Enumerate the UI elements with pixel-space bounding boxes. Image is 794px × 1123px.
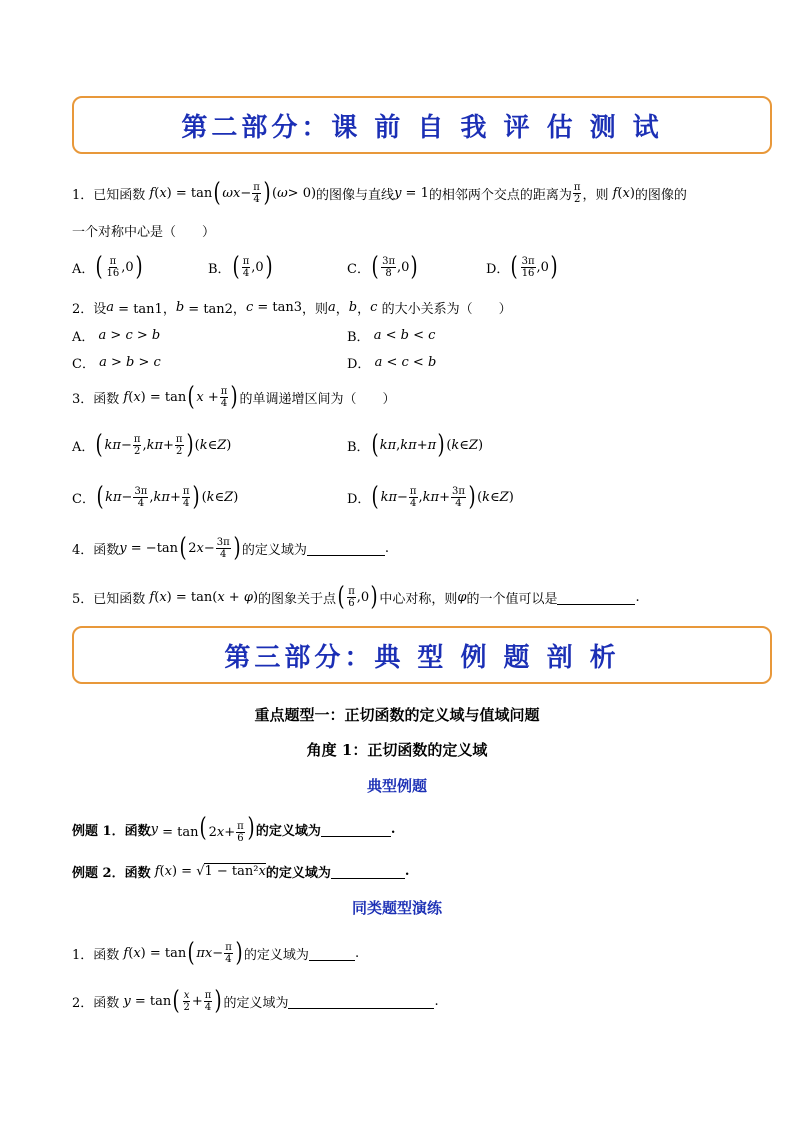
banner-title: 第二部分：课 前 自 我 评 估 测 试 (181, 112, 663, 143)
q-text: 中心对称，则 (379, 591, 458, 607)
q1-option-b[interactable]: B． ( $\frac{\pi}{4}$ ,0 ) (208, 252, 273, 282)
q-text: 4．函数 (72, 542, 120, 558)
opt-label: A． (72, 330, 95, 345)
q-text: 2．设 (72, 302, 107, 317)
q-text: 函数 (124, 866, 151, 881)
q-text: 的一个值可以是 (466, 591, 558, 607)
q-text: 的定义域为 (241, 542, 307, 558)
example-label: 例题 2． (72, 866, 125, 881)
q-text: 的相邻两个交点的距离为 (428, 187, 572, 203)
heading-practice: 同类题型演练 (351, 899, 442, 917)
q-text: 的图像与直线 (316, 187, 395, 203)
answer-blank[interactable] (288, 994, 434, 1009)
q1-option-c[interactable]: C． ( $\frac{3\pi}{8}$ ,0 ) (347, 252, 419, 282)
q-text: 1．函数 (72, 947, 120, 963)
example-2: 例题 2． 函数 f(x) = √1 − tan²x 的定义域为 . (72, 864, 410, 881)
question-5: 5．已知函数 f ( x ) = tan( x + φ ) 的图象关于点 ( $\frac{\pi}{6}$ ,0 ) 中心对称，则 φ 的一个值可以是 . (72, 582, 640, 612)
q-text: 一个对称中心是（ ） (72, 225, 216, 240)
opt-label: D． (486, 261, 510, 277)
q1-option-d[interactable]: D． ( $\frac{3\pi}{16}$ ,0 ) (486, 252, 558, 282)
example-label: 例题 1． (72, 824, 125, 839)
q-text: 函数 (124, 824, 151, 839)
math: f (145, 185, 155, 201)
q-text: 的单调递增区间为（ ） (239, 391, 396, 407)
q-text: 2．函数 (72, 995, 120, 1011)
practice-2: 2．函数 y = tan ( $\frac{x}{2}$ + $\frac{\pi}{4}$ ) 的定义域为 . (72, 986, 439, 1016)
heading-examples: 典型例题 (366, 777, 427, 795)
q-text: 的定义域为 (223, 995, 289, 1011)
question-2: 2．设 a = tan1， b = tan2， c = tan3 ，则 a ， b ， c 的大小关系为（ ） (72, 300, 512, 317)
answer-blank[interactable] (309, 946, 355, 961)
answer-blank[interactable] (307, 541, 385, 556)
section-banner-part3 (72, 626, 772, 684)
q2-option-a[interactable]: A． a > c > b (72, 328, 161, 345)
answer-blank[interactable] (321, 822, 391, 837)
q-text: 3．函数 (72, 391, 120, 407)
q2-option-d[interactable]: D． a < c < b (347, 355, 437, 372)
q-text: ，则 (582, 187, 609, 203)
question-3: 3．函数 f ( x ) = tan ( x + $\frac{\pi}{4}$ ) 的单调递增区间为（ ） (72, 382, 396, 412)
q-text: 已知函数 (93, 187, 146, 203)
question-4: 4．函数 y = −tan ( 2 x − $\frac{3\pi}{4}$ ) 的定义域为 . (72, 533, 389, 563)
q-text: 的大小关系为（ ） (381, 302, 512, 317)
opt-label: D． (347, 357, 371, 372)
heading-angle1: 角度 1：正切函数的定义域 (306, 741, 488, 759)
practice-1: 1．函数 f ( x ) = tan ( πx − $\frac{\pi}{4}$ ) 的定义域为 . (72, 938, 360, 968)
q-text: 的图像的 (634, 187, 687, 203)
opt-label: B． (208, 261, 231, 277)
q2-option-b[interactable]: B． a < b < c (347, 328, 436, 345)
answer-blank[interactable] (557, 590, 635, 605)
question-1: 1． 已知函数 f ( x ) = tan ( ωx − $\frac{\pi}{4}$ ) ( ω > 0) 的图像与直线 y = 1 的相邻两个交点的距离为 $\frac{\pi}{2}$ ，则 f ( x ) 的图像的 (72, 178, 687, 208)
q-num: 1． (72, 187, 94, 203)
example-1: 例题 1． 函数 y = tan( 2x+ $\frac{\pi}{6}$ ) 的定义域为 . (72, 813, 396, 844)
answer-blank[interactable] (331, 864, 405, 879)
opt-label: C． (72, 491, 95, 507)
section-banner-part2 (72, 96, 772, 154)
opt-label: B． (347, 439, 370, 455)
q3-option-b[interactable]: B． ( kπ , kπ + π ) ( k ∈ Z ) (347, 430, 484, 460)
opt-label: A． (72, 261, 95, 277)
opt-label: C． (347, 261, 370, 277)
opt-label: C． (72, 357, 95, 372)
q2-option-c[interactable]: C． a > b > c (72, 355, 161, 372)
q3-option-d[interactable]: D． ( kπ − $\frac{\pi}{4}$ , kπ + $\frac{3\pi}{4}$ ) ( k ∈ Z ) (347, 482, 514, 512)
question-1-line2 (72, 221, 215, 240)
banner-title: 第三部分：典 型 例 题 剖 析 (224, 642, 620, 673)
heading-type1: 重点题型一：正切函数的定义域与值域问题 (254, 706, 540, 724)
q3-option-c[interactable]: C． ( kπ − $\frac{3\pi}{4}$ , kπ + $\frac{\pi}{4}$ ) ( k ∈ Z ) (72, 482, 239, 512)
q-text: 的图象关于点 (258, 591, 337, 607)
opt-label: B． (347, 330, 370, 345)
q-text: 的定义域为 (255, 824, 321, 839)
q3-option-a[interactable]: A． ( kπ − $\frac{\pi}{2}$ , kπ + $\frac{\pi}{2}$ ) ( k ∈ Z ) (72, 430, 232, 460)
q-text: 5．已知函数 (72, 591, 146, 607)
opt-label: A． (72, 439, 95, 455)
opt-label: D． (347, 491, 371, 507)
q-text: ，则 (302, 302, 329, 317)
q-text: 的定义域为 (243, 947, 309, 963)
q-text: 的定义域为 (265, 866, 331, 881)
q1-option-a[interactable]: A． ( $\frac{\pi}{16}$ ,0 ) (72, 252, 143, 282)
